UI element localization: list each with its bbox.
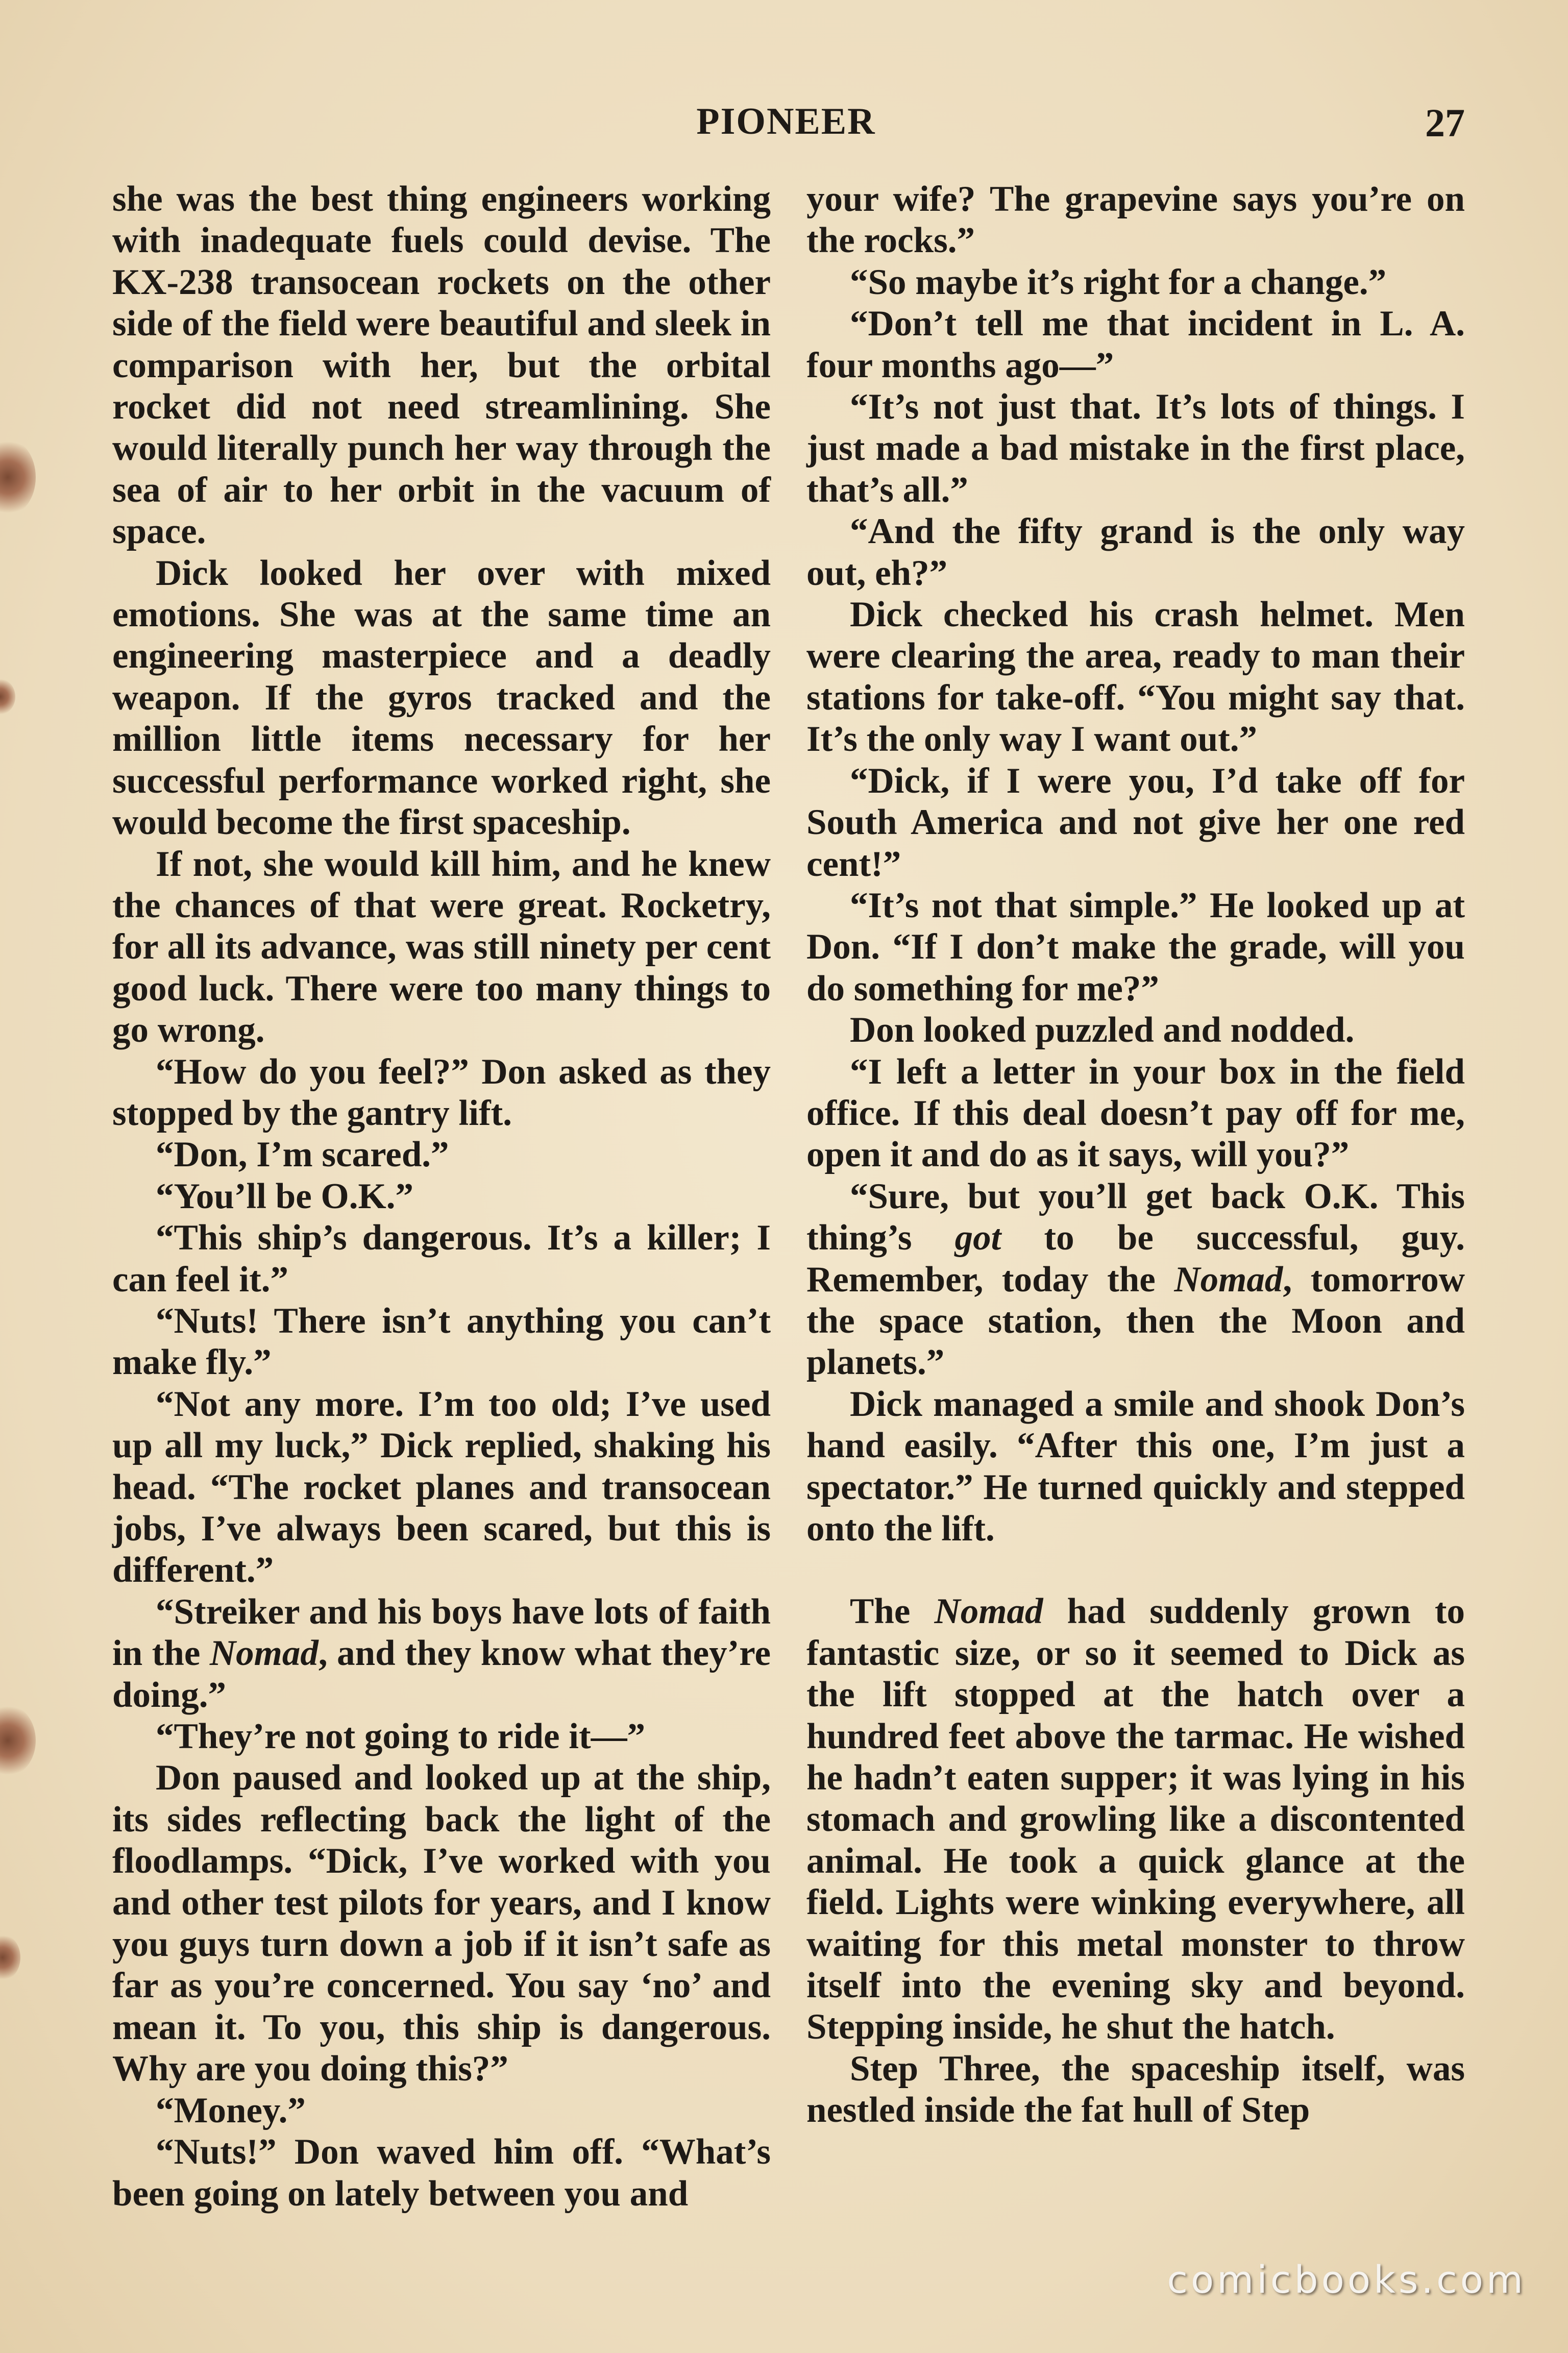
page-stain (0, 1934, 20, 1980)
paragraph: “So maybe it’s right for a change.” (850, 262, 1387, 302)
running-title: PIONEER (696, 101, 876, 142)
paragraph (806, 1176, 1465, 1384)
paragraph: Step Three, the spaceship itself, was nestled inside the fat hull of Step (806, 2048, 1465, 2130)
page-stain (0, 439, 36, 516)
text-run: , and they know what they’re doing.” (112, 1633, 771, 1715)
paragraph: Don paused and looked up at the ship, its sides reflecting back the light of the floodlamps. “Dick, I’ve worked with you and other test pilots for years, and I know you guys turn down a job if it isn’t safe as far as you’re concerned. You say ‘no’ and mean it. To you, this ship is dangerous. Why are you doing this?” (112, 1758, 771, 2089)
page-stain (0, 679, 15, 715)
paragraph: your wife? The grapevine says you’re on the rocks.” (806, 179, 1465, 261)
paragraph (806, 1591, 1465, 2048)
text-run: to be successful, guy. Remember, today the (806, 1218, 1465, 1300)
paragraph: she was the best thing engineers working with inadequate fuels could devise. The KX-238 transocean rockets on the other side of the field were beautiful and sleek in comparison with her, but the orbital rocket did not need streamlining. She would literally punch her way through the sea of air to her orbit in the vacuum of space. (112, 179, 771, 552)
paragraph: “Money.” (156, 2090, 306, 2130)
paragraph: “And the fifty grand is the only way out, eh?” (806, 511, 1465, 593)
ship-name: Nomad (209, 1633, 318, 1674)
page-number: 27 (1425, 101, 1465, 145)
paragraph: Don looked puzzled and nodded. (850, 1010, 1355, 1050)
paragraph: “Nuts! There isn’t anything you can’t make fly.” (112, 1301, 771, 1383)
paragraph: “Don’t tell me that incident in L. A. four months ago—” (806, 304, 1465, 385)
paragraph (112, 1591, 771, 1716)
text-run: , tomorrow the space station, then the Moon and planets.” (806, 1259, 1465, 1383)
text-run: “Sure, but you’ll get back O.K. This thing’s (806, 1176, 1465, 1258)
page-header (107, 100, 1465, 156)
paragraph: If not, she would kill him, and he knew the chances of that were great. Rocketry, for all its advance, was still ninety per cent good luck. There were too many things to go wrong. (112, 844, 771, 1050)
paragraph: Dick looked her over with mixed emotions. She was at the same time an engineering masterpiece and a deadly weapon. If the gyros tracked and the million little items necessary for her successful performance worked right, she would become the first spaceship. (112, 553, 771, 843)
text-run: had suddenly grown to fantastic size, or so it seemed to Dick as the lift stopped at the hatch over a hundred feet above the tarmac. He wished he hadn’t eaten supper; it was lying in his stomach and growling like a discontented animal. He took a quick glance at the field. Lights were winking everywhere, all waiting for this metal monster to throw itself into the evening sky and beyond. Stepping inside, he shut the hatch. (806, 1591, 1465, 2047)
paragraph: “Nuts!” Don waved him off. “What’s been going on lately between you and (112, 2132, 771, 2214)
text-run: The (850, 1591, 935, 1632)
paragraph: Dick managed a smile and shook Don’s hand easily. “After this one, I’m just a spectator.” He turned quickly and stepped onto the lift. (806, 1384, 1465, 1549)
emphasis: got (954, 1218, 1001, 1258)
paragraph: “They’re not going to ride it—” (156, 1717, 646, 1757)
paragraph: “How do you feel?” Don asked as they stopped by the gantry lift. (112, 1051, 771, 1133)
left-column (112, 179, 771, 2215)
ship-name: Nomad (934, 1591, 1043, 1632)
paragraph: Dick checked his crash helmet. Men were clearing the area, ready to man their stations for take-off. “You might say that. It’s the only way I want out.” (806, 595, 1465, 759)
right-column (806, 179, 1465, 2131)
paragraph: “Don, I’m scared.” (156, 1135, 449, 1175)
paragraph: “I left a letter in your box in the field office. If this deal doesn’t pay off for me, open it and do as it says, will you?” (806, 1051, 1465, 1175)
paragraph: “It’s not just that. It’s lots of things. I just made a bad mistake in the first place, that’s all.” (806, 387, 1465, 510)
paragraph: “It’s not that simple.” He looked up at Don. “If I don’t make the grade, will you do something for me?” (806, 885, 1465, 1009)
watermark: comicbooks.com (1167, 2258, 1526, 2302)
page-stain (0, 1705, 36, 1776)
ship-name: Nomad (1174, 1259, 1283, 1300)
paragraph: “Dick, if I were you, I’d take off for South America and not give her one red cent!” (806, 761, 1465, 884)
paragraph: “You’ll be O.K.” (156, 1176, 413, 1216)
paragraph: “This ship’s dangerous. It’s a killer; I can feel it.” (112, 1218, 771, 1300)
text-run: “Streiker and his boys have lots of faith in the (112, 1591, 771, 1674)
paragraph: “Not any more. I’m too old; I’ve used up all my luck,” Dick replied, shaking his head. “The rocket planes and transocean jobs, I’ve always been scared, but this is different.” (112, 1384, 771, 1590)
